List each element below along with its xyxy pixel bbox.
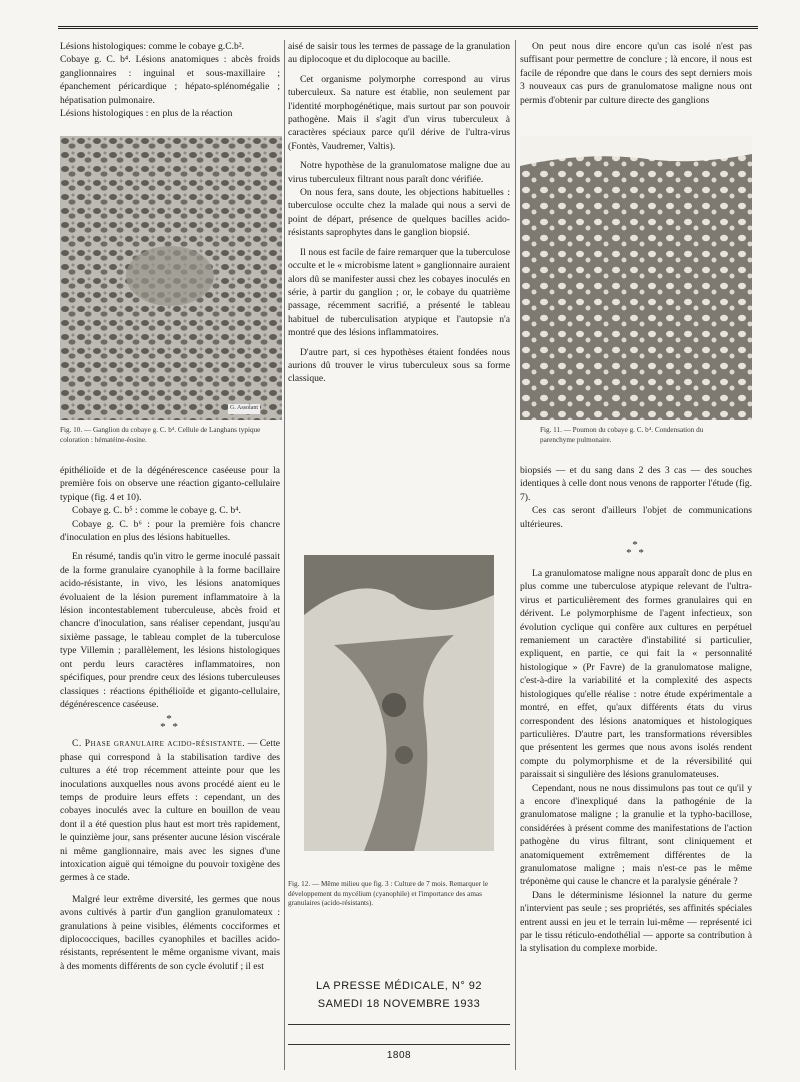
- figure-11-caption: Fig. 11. — Poumon du cobaye g. C. b⁴. Condensation du parenchyme pulmonaire.: [540, 426, 704, 444]
- paragraph: Lésions histologiques : en plus de la réaction: [60, 108, 233, 120]
- section-stars: * * *: [626, 539, 646, 560]
- paragraph: Cependant, nous ne nous dissimulons pas tout ce qu'il y a encore d'inexpliqué dans la pathogénie de la granulomatose maligne ; la granulie et la typho-bacillose, considérées à présent comme des manifestations de l'action pathogène du virus filtrant, sont cliniquement et anatomiquement extrêmement différentes de la granulomatose maligne ; mais n'est-ce pas le même tréponème qui cause le chancre et la paralysie générale ?: [520, 782, 752, 888]
- page-number: 1808: [386, 1050, 412, 1061]
- paragraph: Cobaye g. C. b⁵ : comme le cobaye g. C. b⁴.: [72, 505, 241, 517]
- figure-10-credit: G. Assolant: [228, 404, 260, 414]
- journal-name: LA PRESSE MÉDICALE, N° 92: [315, 980, 483, 992]
- column-separator-right: [515, 40, 516, 1070]
- paragraph: aisé de saisir tous les termes de passage de la granulation au diplocoque et du diplocoque au bacille.: [288, 41, 510, 66]
- paragraph: biopsiés — et du sang dans 2 des 3 cas — des souches identiques à celle dont nous venons de rapporter l'étude (fig. 7).: [520, 465, 752, 503]
- journal-footer: [288, 980, 510, 1010]
- paragraph: On peut nous dire encore qu'un cas isolé n'est pas suffisant pour permettre de conclure ; là encore, il nous est facile de répondre que dans le cours des sept derniers mois 3 nouveaux cas purs de granulomatose maligne nous ont permis d'obtenir par culture directe des ganglions: [520, 41, 752, 106]
- figure-12-photograph: [304, 555, 494, 851]
- paragraph: Ces cas seront d'ailleurs l'objet de communications ultérieures.: [520, 505, 752, 530]
- paragraph: — Cette phase qui correspond à la stabilisation tardive des cultures a été trop récemment atteinte pour que les inoculations auxquelles nous avons procédé aient eu le temps de produire leurs effets : cependant, un des cobayes inoculés avec la culture en bouillon de veau dont il a été question plus haut est mort très rapidement, le quinzième jour, sans présenter aucune lésion viscérale ni même ganglionnaire, mais avec les signes d'une intoxication aiguë qui témoigne du pouvoir toxigène des germes à ce stade.: [60, 738, 280, 884]
- paragraph: D'autre part, si ces hypothèses étaient fondées nous aurions dû trouver le virus tuberculeux sous sa forme classique.: [288, 346, 510, 385]
- footer-rule-bottom: [288, 1044, 510, 1045]
- paragraph: Il nous est facile de faire remarquer que la tuberculose occulte et le « microbisme latent » ganglionnaire auraient alors dû se manifester aussi chez les cobayes inoculés en série, à partir du ganglion ; or, le cobaye du quatrième passage, récemment sacrifié, a présenté le tableau habituel de tuberculisation atypique et l'autopsie n'a montré que des lésions inflammatoires.: [288, 246, 510, 339]
- figure-11-micrograph: [520, 136, 752, 420]
- paragraph: En résumé, tandis qu'in vitro le germe inoculé passait de la forme granulaire cyanophile à la forme bacillaire acido-résistante, in vivo, les lésions anatomiques évoluaient de la lésion purement inflammatoire à la lésion incontestablement tuberculeuse, abcès froid et chancre d'inoculation, sans réaliser cependant, jusqu'au sixième passage, le tableau complet de la tuberculose type Villemin ; parallèlement, les lésions histologiques ont perdu leurs caractères inflammatoires, non spécifiques, pour prendre ceux des lésions tuberculeuses classiques : réactions épithélioïde et giganto-cellulaire, dégénérescence caséeuse.: [60, 551, 280, 710]
- column-3-top: [520, 40, 752, 107]
- paragraph: épithélioïde et de la dégénérescence caséeuse pour la première fois on observe une réaction giganto-cellulaire typique (fig. 4 et 10).: [60, 465, 280, 503]
- section-heading: C. Phase granulaire acido-résistante.: [72, 738, 246, 750]
- column-2-top: [288, 40, 510, 386]
- figure-10-micrograph: [60, 136, 282, 420]
- section-stars: * * *: [160, 713, 180, 734]
- paragraph: Dans le déterminisme lésionnel la nature du germe n'intervient pas seule ; ses propriétés, ses affinités spéciales entrent aussi en jeu et le terrain lui-même — représenté ici par le tissu réticulo-endothélial — apporte sa contribution à la stylisation du complexe morbide.: [520, 889, 752, 955]
- top-rule: [58, 26, 758, 29]
- paragraph: Cet organisme polymorphe correspond au virus tuberculeux. Sa nature est établie, non seulement par l'identité morphogénétique, mais surtout par son pouvoir pathogène. Mais il s'agit d'un virus tuberculeux à caractères spéciaux parce qu'il dérive de l'ultra-virus (Fontès, Vaudremer, Valtis).: [288, 73, 510, 152]
- paragraph: Cobaye g. C. b⁴. Lésions anatomiques : abcès froids ganglionnaires : inguinal et sous-maxillaire ; épanchement péricardique ; hépato-splénomégalie ; hépatisation pulmonaire.: [60, 54, 280, 106]
- figure-12-caption: Fig. 12. — Même milieu que fig. 3 : Culture de 7 mois. Remarquer le développement du mycélium (cyanophile) et l'importance des amas granulaires (acido-résistants).: [288, 880, 489, 908]
- paragraph: Lésions histologiques: comme le cobaye g.C.b².: [60, 41, 245, 52]
- footer-rule-top: [288, 1024, 510, 1025]
- paragraph: Notre hypothèse de la granulomatose maligne due au virus tuberculeux filtrant nous paraît donc vérifiée.: [288, 160, 510, 185]
- figure-10-caption: Fig. 10. — Ganglion du cobaye g. C. b⁴. Cellule de Langhans typique coloration : hématéine-éosine.: [60, 426, 261, 444]
- column-1-body: [60, 464, 280, 973]
- paragraph: Cobaye g. C. b⁶ : pour la première fois chancre d'inoculation en plus des lésions habituelles.: [60, 518, 280, 544]
- paragraph: On nous fera, sans doute, les objections habituelles : tuberculose occulte chez la malade qui nous a servi de point de départ, présence de quelques bacilles acido-résistants saprophytes dans le ganglion biopsié.: [288, 187, 510, 239]
- paragraph: La granulomatose maligne nous apparaît donc de plus en plus comme une tuberculose atypique relevant de l'ultra-virus et particulièrement des formes granulaires qui en dérivent. Le polymorphisme de l'agent infectieux, son évolution cyclique qui confère aux cultures en perpétuel remaniement un caractère d'instabilité si particulier, expliquent, en partie, ce qui fait la « personnalité histologique » (Pr Favre) de la granulomatose maligne, c'est-à-dire la variabilité et la complexité des aspects histologiques qu'elle réalise : notre étude expérimentale a montré, en effet, qu'aux différents états du virus correspondent des lésions anatomiques et histologiques particulières. D'autre part, les transformations réversibles que présentent les germes que nous avons isolés rendent compte du polymorphisme et de la réversibilité qui paraissait si singulière des lésions granulomateuses.: [520, 568, 752, 781]
- paragraph: Malgré leur extrême diversité, les germes que nous avons cultivés à partir d'un ganglion granulomateux : granulations à peine visibles, éléments cocciformes et diplococciques, bacilles cyanophiles et bacilles acido-résistants, représentent le même organisme vivant, mais à des moments différents de son cycle évolutif ; il est: [60, 893, 280, 972]
- issue-date: SAMEDI 18 NOVEMBRE 1933: [317, 998, 481, 1010]
- column-3-body: [520, 464, 752, 956]
- column-separator-left: [284, 40, 285, 1070]
- column-1-top: [60, 40, 280, 120]
